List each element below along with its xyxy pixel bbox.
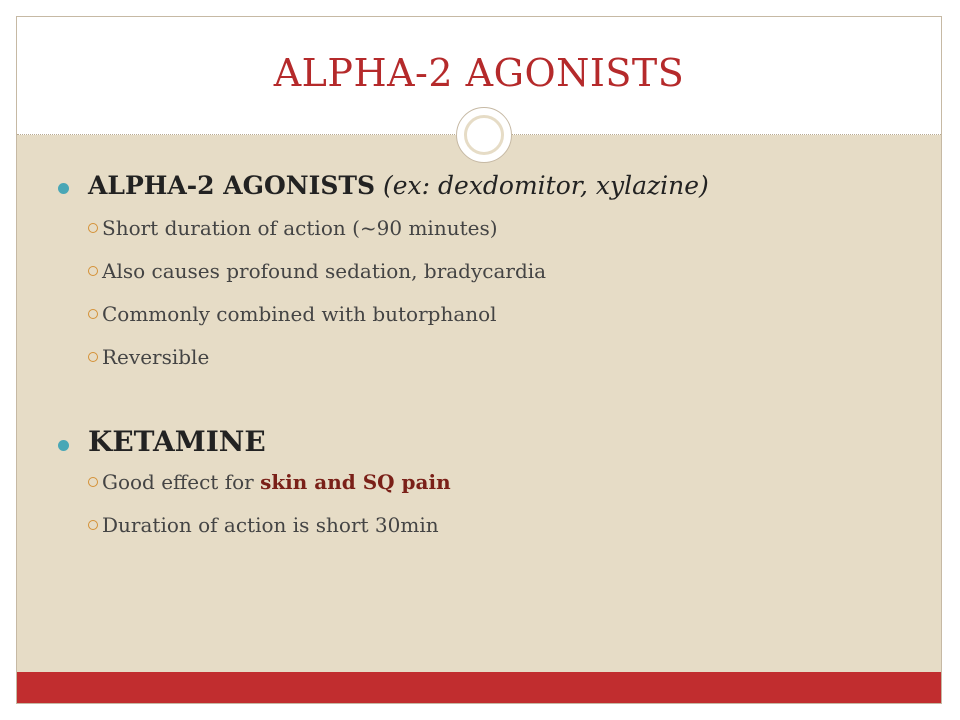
footer-bar xyxy=(17,672,941,704)
ornament-inner-ring xyxy=(464,115,504,155)
bullet-heading-suffix: (ex: dexdomitor, xylazine) xyxy=(375,171,709,200)
bullet-ketamine xyxy=(52,425,912,469)
sub-bullet-text: Reversible xyxy=(102,345,210,369)
sub-bullet-text: Also causes profound sedation, bradycardia xyxy=(102,259,547,283)
sub-bullet xyxy=(52,469,912,512)
sub-bullet xyxy=(52,512,912,555)
sub-bullet xyxy=(52,215,912,258)
hollow-circle-bullet-icon xyxy=(88,223,98,233)
hollow-circle-bullet-icon xyxy=(88,352,98,362)
sub-bullet-text: Good effect for xyxy=(102,470,261,494)
circle-ornament-icon xyxy=(456,107,512,163)
slide-frame xyxy=(16,16,942,704)
slide-title: ALPHA-2 AGONISTS xyxy=(273,51,685,95)
hollow-circle-bullet-icon xyxy=(88,309,98,319)
hollow-circle-bullet-icon xyxy=(88,520,98,530)
sub-bullet xyxy=(52,344,912,387)
hollow-circle-bullet-icon xyxy=(88,477,98,487)
hollow-circle-bullet-icon xyxy=(88,266,98,276)
sub-bullet xyxy=(52,301,912,344)
sub-bullet-text: Short duration of action (~90 minutes) xyxy=(102,216,498,240)
filled-circle-bullet-icon xyxy=(58,440,69,451)
filled-circle-bullet-icon xyxy=(58,183,69,194)
bullet-list xyxy=(52,171,912,555)
bullet-heading: KETAMINE xyxy=(88,425,266,458)
bullet-heading: ALPHA-2 AGONISTS xyxy=(88,171,376,200)
bullet-alpha2-agonists xyxy=(52,171,912,215)
sub-bullet-emphasis: skin and SQ pain xyxy=(260,470,451,494)
sub-bullet-text: Duration of action is short 30min xyxy=(102,513,439,537)
sub-bullet-text: Commonly combined with butorphanol xyxy=(102,302,497,326)
sub-bullet xyxy=(52,258,912,301)
